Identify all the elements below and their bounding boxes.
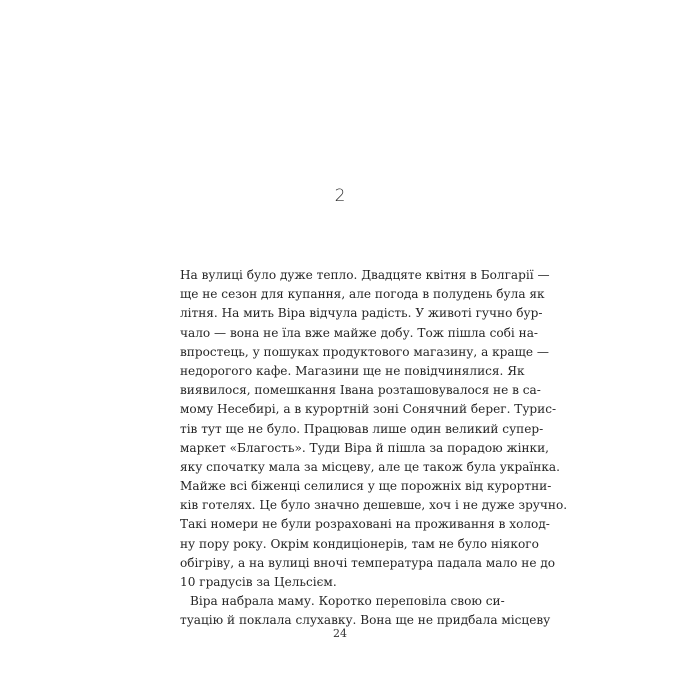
text-line: ще не сезон для купання, але погода в полудень була як: [180, 287, 545, 302]
text-line: Майже всі біженці селилися у ще порожніх від курортни-: [180, 479, 552, 494]
text-line: виявилося, помешкання Івана розташовувалося не в са-: [180, 383, 541, 398]
text-line: впростець, у пошуках продуктового магазину, а краще —: [180, 344, 549, 359]
chapter-number: 2: [334, 186, 346, 206]
body-text: [180, 266, 568, 631]
text-line: чало — вона не їла вже майже добу. Тож пішла собі на-: [180, 325, 539, 340]
text-line: ну пору року. Окрім кондиціонерів, там не було ніякого: [180, 536, 539, 551]
text-line: обігріву, а на вулиці вночі температура падала мало не до: [180, 555, 556, 570]
text-line: літня. На мить Віра відчула радість. У животі гучно бур-: [180, 306, 543, 321]
paragraph-1: [180, 266, 568, 592]
text-line: яку спочатку мала за місцеву, але це також була українка.: [180, 459, 560, 474]
page-number: 24: [333, 627, 347, 640]
paragraph-2: [180, 592, 551, 630]
text-line: На вулиці було дуже тепло. Двадцяте квітня в Болгарії —: [180, 268, 550, 282]
text-line: туацію й поклала слухавку. Вона ще не придбала місцеву: [180, 613, 551, 628]
text-line: маркет «Благость». Туди Віра й пішла за порадою жінки,: [180, 440, 550, 455]
text-line: 10 градусів за Цельсієм.: [180, 575, 337, 589]
text-line: мому Несебирі, а в курортній зоні Сонячний берег. Турис-: [180, 402, 557, 417]
text-line: недорогого кафе. Магазини ще не повідчинялися. Як: [180, 363, 525, 378]
text-line: тів тут ще не було. Працював лише один великий супер-: [180, 421, 544, 436]
text-line: Віра набрала маму. Коротко переповіла свою си-: [190, 594, 505, 609]
text-line: ків готелях. Це було значно дешевше, хоч і не дуже зручно.: [180, 498, 568, 513]
text-line: Такі номери не були розраховані на проживання в холод-: [180, 517, 550, 532]
